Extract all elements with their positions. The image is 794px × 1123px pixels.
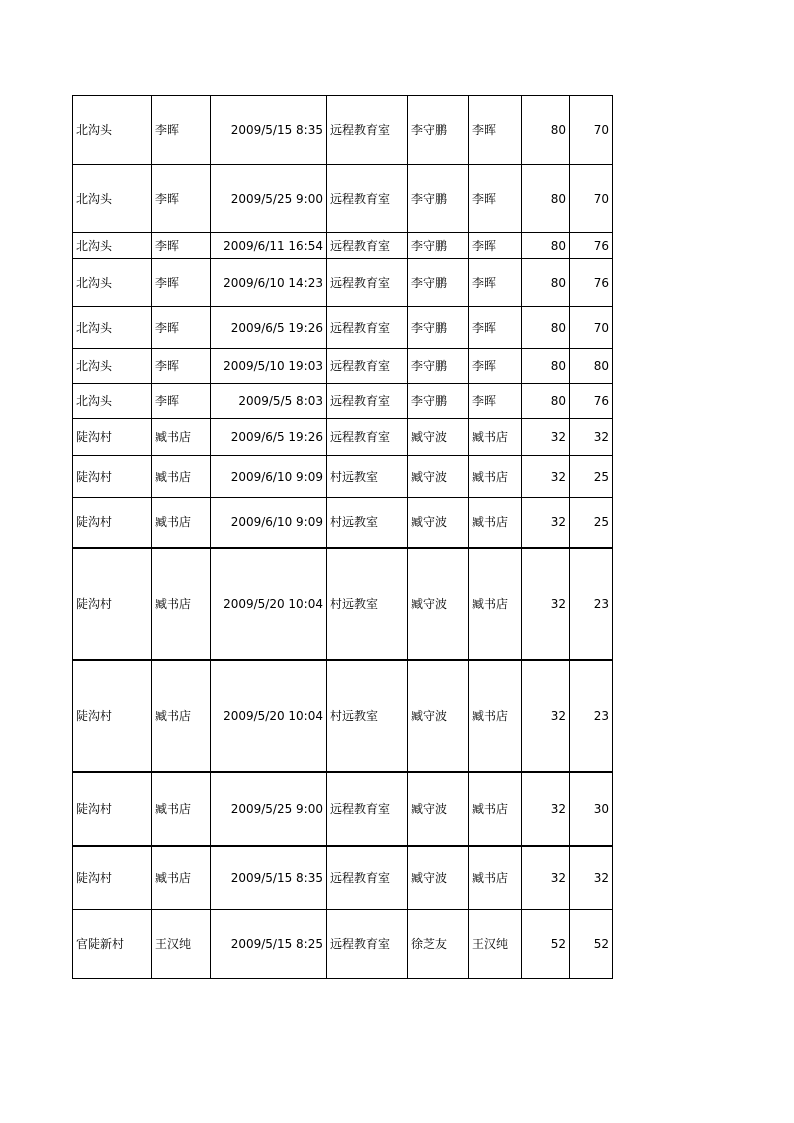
total-cell: 80: [522, 165, 570, 233]
person-cell: 李晖: [152, 96, 211, 165]
table-row: [73, 660, 613, 772]
person-cell: 臧书店: [152, 772, 211, 846]
place-cell: 远程教育室: [327, 384, 408, 419]
total-cell: 32: [522, 846, 570, 910]
village-cell: 陡沟村: [73, 456, 152, 498]
place-cell: 远程教育室: [327, 910, 408, 979]
manager-cell: 李守鹏: [408, 233, 469, 259]
table-row: [73, 548, 613, 660]
person-cell: 臧书店: [152, 660, 211, 772]
contact-cell: 李晖: [469, 233, 522, 259]
contact-cell: 李晖: [469, 259, 522, 307]
person-cell: 李晖: [152, 259, 211, 307]
place-cell: 远程教育室: [327, 96, 408, 165]
total-cell: 52: [522, 910, 570, 979]
records-body: [73, 96, 613, 979]
total-cell: 80: [522, 96, 570, 165]
total-cell: 32: [522, 660, 570, 772]
place-cell: 远程教育室: [327, 419, 408, 456]
manager-cell: 李守鹏: [408, 96, 469, 165]
attended-cell: 25: [570, 498, 613, 548]
table-row: [73, 456, 613, 498]
contact-cell: 臧书店: [469, 456, 522, 498]
table-row: [73, 419, 613, 456]
total-cell: 80: [522, 307, 570, 349]
manager-cell: 臧守波: [408, 846, 469, 910]
attended-cell: 76: [570, 384, 613, 419]
village-cell: 北沟头: [73, 259, 152, 307]
village-cell: 北沟头: [73, 96, 152, 165]
contact-cell: 臧书店: [469, 498, 522, 548]
attended-cell: 23: [570, 548, 613, 660]
datetime-cell: 2009/5/15 8:35: [211, 846, 327, 910]
person-cell: 李晖: [152, 307, 211, 349]
datetime-cell: 2009/6/5 19:26: [211, 307, 327, 349]
table-row: [73, 165, 613, 233]
contact-cell: 李晖: [469, 384, 522, 419]
attended-cell: 76: [570, 259, 613, 307]
contact-cell: 李晖: [469, 96, 522, 165]
datetime-cell: 2009/5/10 19:03: [211, 349, 327, 384]
person-cell: 王汉纯: [152, 910, 211, 979]
manager-cell: 臧守波: [408, 548, 469, 660]
manager-cell: 李守鹏: [408, 384, 469, 419]
contact-cell: 李晖: [469, 307, 522, 349]
place-cell: 村远教室: [327, 548, 408, 660]
datetime-cell: 2009/6/10 9:09: [211, 456, 327, 498]
place-cell: 远程教育室: [327, 772, 408, 846]
village-cell: 北沟头: [73, 165, 152, 233]
attended-cell: 32: [570, 419, 613, 456]
datetime-cell: 2009/5/5 8:03: [211, 384, 327, 419]
person-cell: 臧书店: [152, 456, 211, 498]
contact-cell: 李晖: [469, 165, 522, 233]
total-cell: 32: [522, 419, 570, 456]
table-row: [73, 846, 613, 910]
table-row: [73, 259, 613, 307]
datetime-cell: 2009/6/10 14:23: [211, 259, 327, 307]
table-row: [73, 384, 613, 419]
place-cell: 村远教室: [327, 498, 408, 548]
place-cell: 远程教育室: [327, 307, 408, 349]
attended-cell: 52: [570, 910, 613, 979]
attended-cell: 30: [570, 772, 613, 846]
village-cell: 北沟头: [73, 233, 152, 259]
village-cell: 陡沟村: [73, 846, 152, 910]
village-cell: 官陡新村: [73, 910, 152, 979]
contact-cell: 臧书店: [469, 419, 522, 456]
contact-cell: 臧书店: [469, 772, 522, 846]
village-cell: 陡沟村: [73, 660, 152, 772]
contact-cell: 王汉纯: [469, 910, 522, 979]
place-cell: 远程教育室: [327, 846, 408, 910]
contact-cell: 李晖: [469, 349, 522, 384]
table-row: [73, 910, 613, 979]
table-row: [73, 307, 613, 349]
attended-cell: 70: [570, 307, 613, 349]
place-cell: 远程教育室: [327, 165, 408, 233]
person-cell: 臧书店: [152, 498, 211, 548]
records-table: [72, 95, 613, 979]
total-cell: 80: [522, 233, 570, 259]
village-cell: 陡沟村: [73, 419, 152, 456]
village-cell: 北沟头: [73, 307, 152, 349]
datetime-cell: 2009/5/15 8:25: [211, 910, 327, 979]
person-cell: 李晖: [152, 165, 211, 233]
manager-cell: 臧守波: [408, 660, 469, 772]
datetime-cell: 2009/6/10 9:09: [211, 498, 327, 548]
contact-cell: 臧书店: [469, 548, 522, 660]
attended-cell: 23: [570, 660, 613, 772]
datetime-cell: 2009/6/5 19:26: [211, 419, 327, 456]
manager-cell: 臧守波: [408, 419, 469, 456]
place-cell: 村远教室: [327, 456, 408, 498]
village-cell: 陡沟村: [73, 772, 152, 846]
datetime-cell: 2009/5/20 10:04: [211, 660, 327, 772]
contact-cell: 臧书店: [469, 846, 522, 910]
attended-cell: 25: [570, 456, 613, 498]
table-row: [73, 498, 613, 548]
table-row: [73, 233, 613, 259]
manager-cell: 臧守波: [408, 498, 469, 548]
total-cell: 32: [522, 772, 570, 846]
village-cell: 陡沟村: [73, 548, 152, 660]
attended-cell: 80: [570, 349, 613, 384]
person-cell: 李晖: [152, 233, 211, 259]
table-row: [73, 96, 613, 165]
total-cell: 80: [522, 349, 570, 384]
person-cell: 臧书店: [152, 419, 211, 456]
person-cell: 臧书店: [152, 846, 211, 910]
attended-cell: 32: [570, 846, 613, 910]
village-cell: 陡沟村: [73, 498, 152, 548]
person-cell: 李晖: [152, 349, 211, 384]
datetime-cell: 2009/5/15 8:35: [211, 96, 327, 165]
person-cell: 李晖: [152, 384, 211, 419]
manager-cell: 李守鹏: [408, 349, 469, 384]
datetime-cell: 2009/5/25 9:00: [211, 772, 327, 846]
place-cell: 远程教育室: [327, 259, 408, 307]
manager-cell: 徐芝友: [408, 910, 469, 979]
manager-cell: 李守鹏: [408, 307, 469, 349]
datetime-cell: 2009/5/20 10:04: [211, 548, 327, 660]
datetime-cell: 2009/5/25 9:00: [211, 165, 327, 233]
person-cell: 臧书店: [152, 548, 211, 660]
attended-cell: 76: [570, 233, 613, 259]
place-cell: 远程教育室: [327, 233, 408, 259]
total-cell: 32: [522, 456, 570, 498]
attended-cell: 70: [570, 165, 613, 233]
table-row: [73, 349, 613, 384]
table-row: [73, 772, 613, 846]
manager-cell: 臧守波: [408, 772, 469, 846]
total-cell: 32: [522, 498, 570, 548]
attended-cell: 70: [570, 96, 613, 165]
total-cell: 32: [522, 548, 570, 660]
manager-cell: 李守鹏: [408, 259, 469, 307]
village-cell: 北沟头: [73, 384, 152, 419]
place-cell: 远程教育室: [327, 349, 408, 384]
place-cell: 村远教室: [327, 660, 408, 772]
datetime-cell: 2009/6/11 16:54: [211, 233, 327, 259]
manager-cell: 李守鹏: [408, 165, 469, 233]
village-cell: 北沟头: [73, 349, 152, 384]
manager-cell: 臧守波: [408, 456, 469, 498]
total-cell: 80: [522, 259, 570, 307]
contact-cell: 臧书店: [469, 660, 522, 772]
total-cell: 80: [522, 384, 570, 419]
